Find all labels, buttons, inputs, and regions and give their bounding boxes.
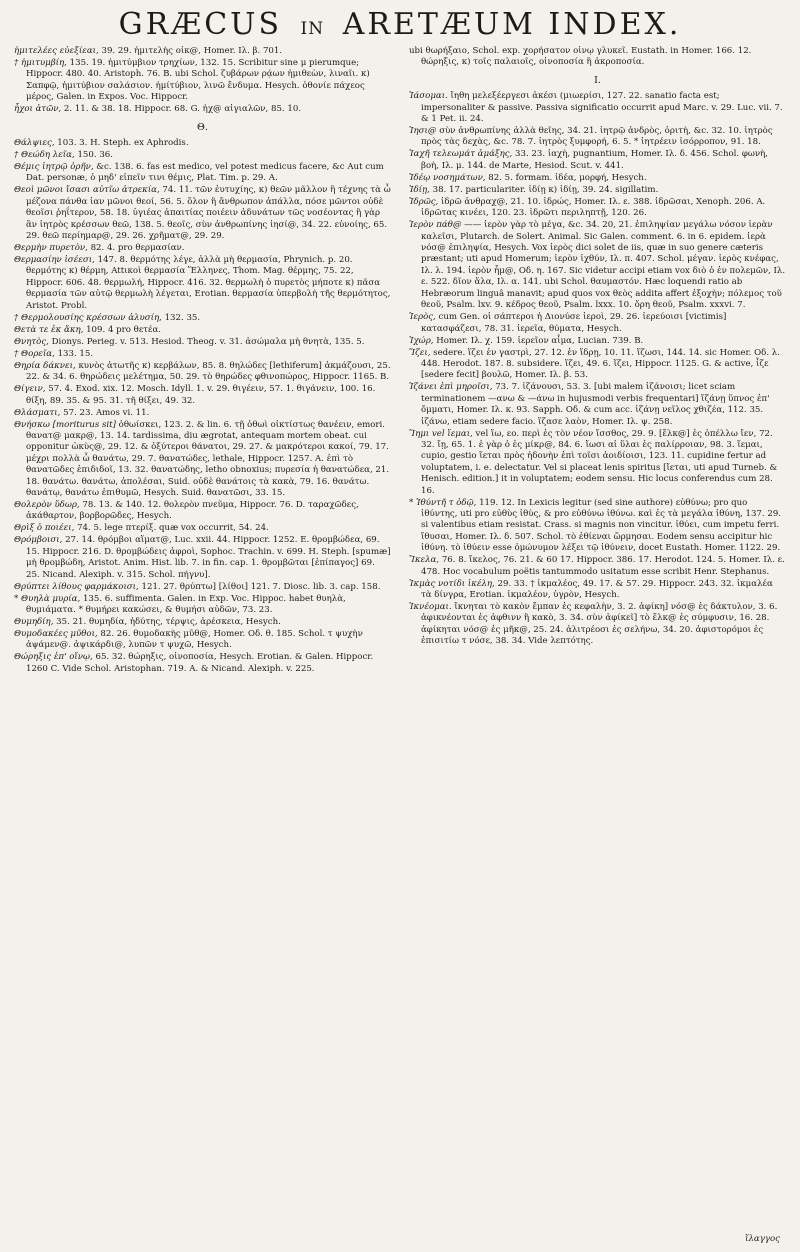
entry-headword: * Ἰθύντῆ τ ὀδῷ, (409, 497, 477, 508)
left-column (14, 46, 391, 1236)
title-in: IN (300, 19, 325, 39)
index-entry (409, 185, 786, 196)
entry-text: 2. 11. & 38. 18. Hippocr. 68. G. ἠχ@ αἰγιαλῶν, 85. 10. (63, 104, 302, 115)
entry-headword: Ἰάσομαι. (409, 91, 448, 102)
index-entry (14, 594, 391, 617)
index-entry (14, 325, 391, 336)
entry-text: 82. 26. θυμοδακὴς μῦθ@, Homer. Οδ. θ. 185. Schol. τ ψυχὴν ἀψάμεν@. ἀψικάρδι@, λυπῶν τ ψυχῶ, Hesych. (26, 628, 363, 651)
page-header (14, 6, 786, 46)
entry-headword: Θρύπτει λίθους φαρμάκοισι, (14, 581, 139, 592)
entry-text: 132. 35. (164, 312, 201, 323)
index-entry (14, 523, 391, 534)
index-entry (14, 243, 391, 254)
entry-text: ubi θωρήξαιο, Schol. exp. χορήσατον οἶνῳ γλυκεῖ. Eustath. in Homer. 166. 12. θώρηξις, κ) τοῖς παλαιοῖς, οἰνοποσία ἢ ἀκροποσία. (409, 46, 752, 68)
entry-headword: Θρὶξ ὁ ποιέει, (14, 523, 75, 534)
entry-headword: Ἱερὸς, (409, 312, 436, 323)
entry-text: 35. 21. θυμηδία, ἡδύτης, τέρψις, ἀρέσκεια, Hesych. (56, 616, 281, 627)
entry-headword: Θηρία δάκνει, (14, 360, 76, 371)
entry-headword: Ἱερὸν πάθ@ (409, 220, 462, 231)
index-entry (14, 138, 391, 149)
section-letter: I. (594, 74, 601, 86)
entry-text: Dionys. Perieg. v. 513. Hesiod. Theog. v. 31. ἀσώμαλα μὴ θνητὰ, 135. 5. (51, 336, 365, 347)
index-entry (409, 46, 786, 69)
entry-text: ἰδρῶ ἀνθραχ@, 21. 10. ἰδρώς, Homer. Iλ. ε. 388. ἰδρῶσαι, Xenoph. 206. A. ἰδρῶτας κινέει, 120. 23. ἰδρῶτι περιληπτῇ, 120. 26. (421, 196, 766, 219)
entry-text: 135. 6. suffimenta. Galen. in Exp. Voc. Hippoc. habet θυηλὰ, θυμιάματα. * θυμήρει κακώσει, & θυμήσι αὐδῶν, 73. 23. (26, 593, 346, 615)
index-entry (14, 408, 391, 419)
entry-headword: Ἵζει, (409, 347, 431, 358)
index-entry (14, 162, 391, 185)
entry-headword: Θνητὸς, (14, 336, 49, 347)
entry-text: 38. 17. particulariter. ἰδίῃ κ) ἰδίῃ, 39. 24. sigillatim. (432, 184, 659, 195)
entry-text: σὺν ἀνθρωπίνης ἀλλὰ θεῖης, 34. 21. ἰητρῷ ἀνδρὸς, ὁριτὴ, &c. 32. 10. ἰητρὸς πρὸς τὰς δεχὰς, &c. 78. 7. ἰητρὸς ξυμφορή, 6. 5. * ἰητρέειν ἰσόρροπον, 91. 18. (421, 126, 773, 148)
entry-text: κυνὸς ἀτωτῆς κ) κερβάλων, 85. 8. θηλώδες [lethiferum] ἀκμάζουσι, 25. 22. & 34. 6. θηρώδεις μελέτημα, 50. 29. τὸ θηρώδες φθινοπώρος, Hippocr. 1165. B. (26, 360, 391, 383)
index-entry (409, 220, 786, 311)
index-entry (14, 629, 391, 652)
entry-headword: Θεοὶ μῶνοι ἴσασι αὐτῖω ἀτρεκία, (14, 185, 160, 196)
index-entry (409, 312, 786, 335)
index-entry (409, 348, 786, 382)
entry-text: 65. 32. θώρηξις, οἰνοποσία, Hesych. Erotian. & Galen. Hippocr. 1260 C. Vide Schol. Aristophan. 719. A. & Nicand. Alexiph. v. 225. (26, 652, 374, 674)
entry-headword: Ἰησι@ (409, 126, 437, 137)
right-column (409, 46, 786, 1236)
entry-text: cum Gen. οἱ σάπτεροι ἡ Διονύσε ἱεροὶ, 29. 26. ἱερεύοισι [victimis] κατασφάζεσι, 78. 31. ἱερεῖα, θύματα, Hesych. (421, 312, 727, 334)
entry-text: vel ἵω, εο. περὶ ἐς τὸν νέον ἴσσθος, 29. 9. [ἔλκ@] ἐς ὀπέλλω ἴεν, 72. 32. ἴῃ, 65. 1. ἐ γὰρ ὁ ἐς μίκρ@, 84. 6. ἴωσι αἱ ὕλαι ἐς παλίρροιαν, 98. 3. ἵεμαι, cupio, gestio ἵεται πρὸς ἡδονὴν ἐπὶ τοῖσι ἀοιδίοισι, 123. 11. cupidine fertur ad voluptatem, i. e. delectatur. Vel si placeat lenis spiritus [ἴεται, uti apud Turneb. & Henisch. edition.] it in voluptatem; eodem sensu. Hic locus conferendus cum 28. 16. (421, 428, 778, 496)
index-entry (14, 58, 391, 104)
index-entry (409, 173, 786, 184)
entry-text: 121. 27. θρύπτω] [λίθοι] 121. 7. Diosc. lib. 3. cap. 158. (141, 581, 381, 592)
index-entry (14, 500, 391, 523)
entry-text: 29. 33. † ἰκμαλέος, 49. 17. & 57. 29. Hippocr. 243. 32. ἰκμαλέα τὰ δίνγρα, Erotian. ἰκμαλέον, ὑγρὸν, Hesych. (421, 578, 773, 600)
index-entry (409, 126, 786, 149)
entry-headword: ἡμιτελέες εὐεξίεαι, (14, 46, 99, 56)
entry-headword: Ἰαχῆ τελεωμάτ ἀμάξης, (409, 149, 513, 160)
entry-headword: Θνήσκω [moriturus sit] (14, 419, 116, 430)
entry-headword: † ἡμιτυμβίη, (14, 58, 67, 68)
index-entry (14, 150, 391, 161)
index-entry (409, 602, 786, 648)
entry-text: 82. 5. formam. ἰδέα, μορφή, Hesych. (488, 172, 647, 183)
entry-headword: ἦχοι ἀτῶν, (14, 104, 62, 115)
entry-headword: Θώρηξις ἐπ' οἴνῳ, (14, 652, 93, 663)
entry-headword: † Θεώδη λεῖα, (14, 150, 75, 161)
entry-headword: Θυμηδίη, (14, 616, 54, 627)
title-graecus: GRÆCUS (118, 7, 282, 42)
entry-text: 82. 4. pro θερμασίαν. (90, 243, 185, 254)
entry-headword: Θέμις ἰητρῷ ὁρῆν, (14, 162, 94, 173)
title-aretaeum-index: ARETÆUM INDEX. (342, 7, 682, 42)
index-entry (14, 652, 391, 675)
index-entry (409, 336, 786, 347)
entry-headword: Ἰκμὰς νοτίδι ἰκέλη, (409, 578, 495, 589)
index-entry (409, 579, 786, 602)
entry-headword: Θυμοδακέες μῦθοι, (14, 628, 98, 639)
entry-text: 33. 23. ἰαχὴ, pugnantium, Homer. Iλ. δ. 456. Schol. φωνὴ, βοὴ, Iλ. μ. 144. de Marte, Hesiod. Scut. v. 441. (421, 149, 768, 171)
entry-headword: Θολερὸν ὕδωρ, (14, 499, 80, 510)
entry-headword: Θρόμβοισι, (14, 535, 63, 546)
entry-text: 119. 12. In Lexicis legitur (sed sine authore) εὐθύνω; pro quo ἰθύντης, uti pro εὐθὺς ἰθὺς, & pro εὐθύνω ἰθύνω. καὶ ἐς τὰ μεγάλα ἰθύνη, 137. 29. si valentibus etiam resistat. Crass. si magnis non vincitur. ἰθύει, cum impetu ferri. ἴθυσαι, Homer. Iλ. δ. 507. Schol. τὸ ἐθίεναι ὥρμησαι. Eodem sensu accipitur hic ἰθύνη. τὸ ἰθύειν esse ὁμώνυμον λέξει τῷ ἰθύνειν, docet Eustath. Homer. 1122. 29. (421, 497, 782, 554)
entry-text: 103. 3. H. Steph. ex Aphrodis. (57, 138, 189, 149)
index-entry (14, 313, 391, 324)
section-letter: Θ. (197, 121, 208, 133)
two-column-body (14, 46, 786, 1236)
entry-headword: † Θορεῖα, (14, 348, 55, 359)
entry-text: 74. 11. τῶν ἐυτυχίης, κ) θεῶν μᾶλλον ἢ τέχνης τὰ ὦ μέζονα πάνθα ἰαν μῶνοι θεοί, 56. 5. ὅλον ἢ ἄνθρωπον ἀπάλλα, πόσε μῶντοι οὐδὲ θεοῖσι ῥηΐτερον, 58. 18. ὑγιέας ἀπαιτίας ποιέειν ἀδυνάτων τῶς νοσέοντας ἢ γὰρ ἂν ἰητρὸς κρέσσων θεῶ, 138. 5. θεοῖς, σὺν ἀνθρωπίνης ἰησί@, 34. 22. εὐνοίης, 65. 29. θεῶ περίημαρ@, 29. 26. χρῆματ@, 29. 29. (26, 185, 391, 242)
entry-text: ἴκνηται τὸ κακὸν ἔμπαν ἐς κεφαλὴν, 3. 2. ἀφίκη] νόσ@ ἐς δάκτυλον, 3. 6. ἀφικνέονται ἐς ἀφθινν ἢ κακὸ, 3. 34. σὺν ἀφίκεῖ] τὸ ἕλκ@ ἐς σύμφυσιν, 16. 28. ἀφίκηται νόσ@ ἐς μῆκ@, 25. 24. ἀλιτρέοσι ἐς σελήνω, 34. 20. ἀφιστορόμοι ἐς ἐπισιτίω τ νόσε, 38. 34. Vide λεπτότης. (421, 602, 778, 647)
index-entry (14, 384, 391, 407)
entry-headword: Ἴκελα, (409, 555, 440, 566)
index-entry (409, 149, 786, 172)
entry-text: Homer. Iλ. χ. 159. ἱερεῖον αἷμα, Lucian. 739. B. (436, 335, 644, 346)
index-entry (14, 349, 391, 360)
index-entry (409, 555, 786, 578)
index-entry (409, 382, 786, 428)
index-entry (14, 185, 391, 242)
entry-headword: Θερμασίην ἰσέεσι, (14, 255, 95, 266)
index-entry (14, 255, 391, 312)
entry-headword: Ἰδίῃ, (409, 184, 430, 195)
index-entry (14, 104, 391, 115)
entry-headword: Ἰδέῳ νοσημάτων, (409, 172, 486, 183)
entry-headword: Θλάσματι, (14, 407, 61, 418)
entry-text: ὀθωίσκει, 123. 2. & lin. 6. τῇ ὀθωὶ οἰκτίστως θανέειν, emori. θανατ@ μακρ@, 13. 14. tardissima, diu ægrotat, antequam mortem obeat. cui opponitur ὠκὺς@, 29. 12. & ὀξύτεροι θάνατοι, 29. 27. & μακρότεροι κακοί, 79. 17. μέχρι πολλὰ ὦ θανάτω, 29. 7. θανατώδες, lethale, Hippocr. 1257. A. ἐπὶ τὸ θανατῶδες ἐπιδιδοῖ, 13. 32. θανατώδης, letho obnoxius; πυρεσία ἡ θανατώδεα, 21. 18. θανάτω. θανάτω, ἀπολέσαι, Suid. οὐδὲ θανάτοις τὰ κακὰ, 79. 16. θανάτω. θανάτῳ, θανάτω ἐπιθυμῶ, Hesych. Suid. θανατῶσι, 33. 15. (26, 419, 390, 498)
entry-text: 39. 29. ἡμιτελὴς οἶκ@, Homer. Iλ. β. 701. (101, 46, 283, 56)
index-entry (409, 91, 786, 125)
index-entry (14, 535, 391, 581)
entry-headword: Ἰχώρ, (409, 335, 434, 346)
entry-text: 147. 8. θερμότης λέγε, ἀλλὰ μὴ θερμασία, Phrynich. p. 20. θερμότης κ) θέρμη, Attικοὶ θερμασία Ἕλληνες, Thom. Mag. θέρμης, 75. 22, Hippocr. 606. 48. θερμωλή, Hippocr. 416. 32. θερμωλὴ ὁ πυρετὸς μήποτε κ) πᾶσα θερμασία τῶν αὐτῷ θερμωλὴ λέγεται, Erotian. θερμασία ὑπερβολὴ τῆς θερμότητος, Aristot. Probl. (26, 255, 391, 311)
entry-text: 57. 4. Exod. xix. 12. Mosch. Idyll. 1. v. 29. θιγέειν, 57. 1. θιγάνειν, 100. 16. θίξη, 89. 35. & 95. 31. τῆ θίξει, 49. 32. (26, 384, 376, 406)
entry-headword: Θίγειν, (14, 384, 46, 395)
entry-headword: Θερμὴν πυρετὸν, (14, 243, 88, 254)
entry-headword: Ἱζάνει ἐπὶ μηροῖσι, (409, 382, 493, 393)
entry-headword: † Θερμολουσίης κρέσσων ἀλυσίη, (14, 312, 162, 323)
entry-text: 135. 19. ἡμιτύμβιον τρηχίων, 132. 15. Scribitur sine μ pierumque; Hippocr. 480. 40. Aristoph. 76. B. ubi Schol. ζυβάρων ρᾴων ἡμιθεὼν, λιναῖι. κ) Σαπφῷ, ἡμιτύβιον σαλάσιον. ἡμίτύβιον, λινῶ ἔνδυμα. Hesych. ὀθονίε πάχεος μέρος, Galen. in Expos. Voc. Hippocr. (26, 58, 370, 103)
index-entry (14, 420, 391, 500)
index-entry (409, 429, 786, 497)
entry-text: —— ἱερὸν γὰρ τὸ μέγα, &c. 34. 20, 21. ἐπιληψίαν μεγάλω νόσον ἱερὰν καλεῖσι, Plutarch. de Solert. Animal. Sic Galen. comment. 6. in 6. epidem. ἱερὰ νόσ@ ἐπιληψία, Hesych. Vox ἱερὸς dici solet de iis, quæ in suo genere cæteris præstant; uti apud Homerum; ἱερὸν ἰχθύν, Iλ. π. 407. Schol. μέγαν. ἱερὸς κνέφας, Iλ. λ. 194. ἱερὸν ἦμ@, Οδ. η. 167. Sic videtur accipi etiam vox διὸ ὁ ἐν πολεμῶν, Iλ. ε. 522. δῖον ἅλα, Iλ. α. 141. ubi Schol. θαυμαστόν. Hæc loquendi ratio ab Hebræorum linguâ manavit; apud quos vox θεὸς addita affert ἐξοχὴν; πόλεμος τοῦ θεοῦ, Psalm. lxv. 9. κέδρος θεοῦ, Psalm. lxxx. 10. ὄρη θεοῦ, Psalm. xxxvi. 7. (421, 220, 786, 311)
entry-text: 150. 36. (77, 150, 113, 161)
index-entry (409, 498, 786, 555)
entry-text: 109. 4 pro θετέα. (86, 324, 162, 335)
entry-headword: Ἰδρῶς, (409, 196, 439, 207)
entry-text: 57. 23. Amos vi. 11. (63, 407, 150, 418)
index-entry (14, 46, 391, 57)
entry-text: ἴηθη μελεξέεργεσι ἀκέσι (μιωερίσι, 127. 22. sanatio facta est; impersonaliter & passive. Passiva significatio occurrit apud Marc. v. 29. Luc. vii. 7. & 1 Pet. ii. 24. (421, 91, 783, 125)
entry-text: 78. 13. & 140. 12. θολερὸν πνεῦμα, Hippocr. 76. D. ταραχῶδες, ἀκάθαρτον, βορβορῶδες, Hesych. (26, 499, 359, 522)
index-entry (409, 197, 786, 220)
index-entry (14, 337, 391, 348)
entry-text: 76. 8. ἴκελος, 76. 21. & 60 17. Hippocr. 386. 17. Herodot. 124. 5. Homer. Iλ. ε. 478. Hoc vocabulum poëtis tantummodo usitatum esse scribit Henr. Stephanus. (421, 555, 785, 577)
entry-text: 73. 7. ἱζάνουσι, 53. 3. [ubi malem ἱζάνοισι; licet sciam terminationem —ανω & —άνω in hujusmodi verbis frequentari] ἵζάνῃ ὕπνος ἐπ' ὄμματι, Homer. Iλ. κ. 93. Sapph. Οδ. & cum acc. ἱζάνῃ νεῖλος χθιζέα, 112. 35. ἱζάνω, etiam sedere facio. ἵζασε λαὸν, Homer. Iλ. ψ. 258. (421, 382, 770, 427)
entry-text: 27. 14. θρόμβοι αἵματ@, Luc. xxii. 44. Hippocr. 1252. E. θρομβώδεα, 69. 15. Hippocr. 216. D. θρομβώδεις ἀφροὶ, Sophoc. Trachin. v. 699. H. Steph. [spumæ] μὴ θρομβώδη, Aristot. Anim. Hist. lib. 7. in fin. cap. 1. θρομβῶται [ἐπίπαγος] 69. 25. Nicand. Alexiph. v. 315. Schol. πήγνυ]. (26, 535, 391, 580)
entry-text: 74. 5. lege πτερίξ. quæ vox occurrit, 54. 24. (77, 523, 269, 534)
index-entry (14, 617, 391, 628)
index-entry (14, 582, 391, 593)
entry-headword: Ἰκνέομαι. (409, 602, 452, 612)
entry-headword: Ἵημι vel ἵεμαι, (409, 428, 473, 439)
entry-text: &c. 138. 6. fas est medico, vel potest medicus facere, &c Aut cum Dat. personæ, ὁ μηδ' εἰπεῖν τινι θέμις, Plat. Tim. p. 29. A. (26, 162, 384, 184)
entry-headword: Θετὰ τε ἐκ ἄκη, (14, 324, 84, 335)
index-entry (14, 361, 391, 384)
entry-headword: Θάλψιες, (14, 138, 55, 149)
entry-text: sedere. ἵζει ἐν γαστρὶ, 27. 12. ἐν ἵδρῃ, 10. 11. ἵζωσι, 144. 14. sic Homer. Οδ. λ. 448. Herodot. 187. 8. subsidere. ἵζει, 49. 6. ἵζει, Hippocr. 1125. G. & active, ἶζε [sedere fecit] βουλῶ, Homer. Iλ. β. 53. (421, 347, 780, 381)
entry-headword: * Θυηλὰ μυρία, (14, 593, 81, 604)
entry-text: 133. 15. (57, 348, 94, 359)
catchword: ἵλαγγος (745, 1234, 780, 1244)
